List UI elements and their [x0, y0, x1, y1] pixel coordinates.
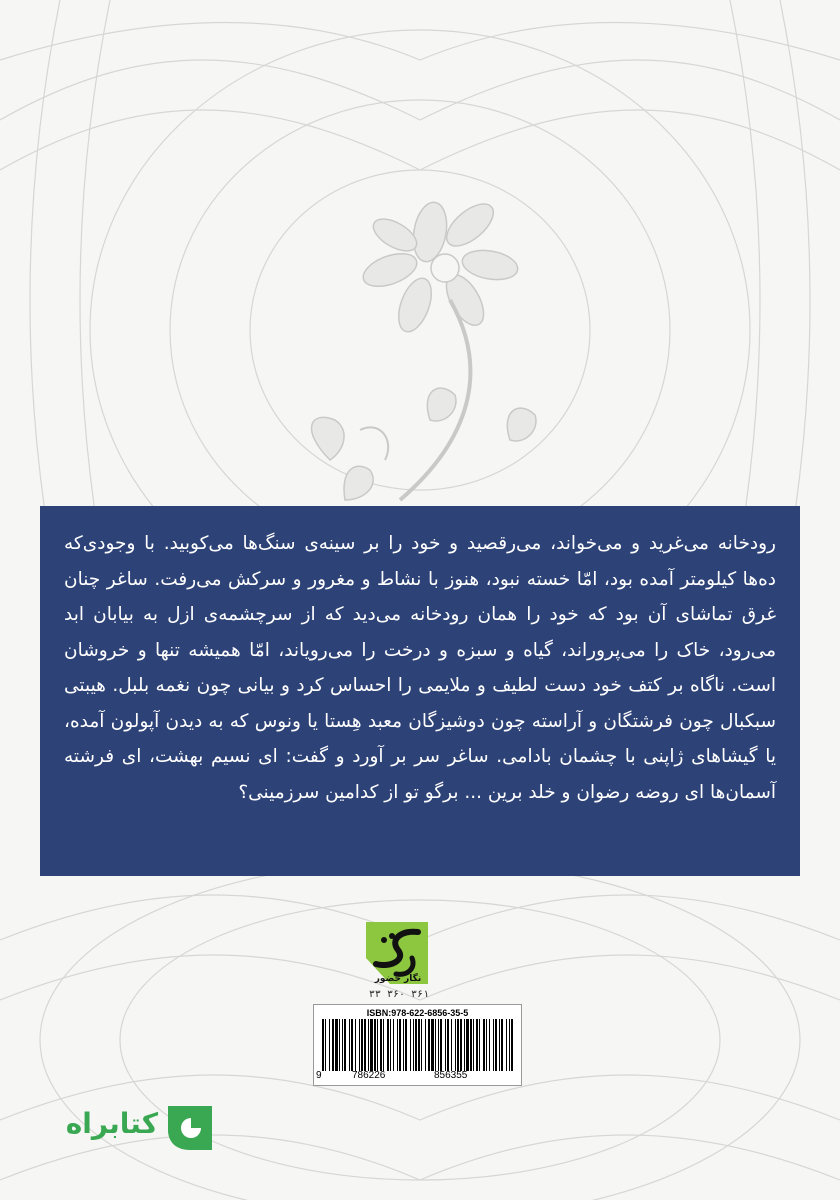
barcode-bar	[438, 1019, 439, 1071]
barcode-bar	[415, 1019, 417, 1071]
flower-illustration	[311, 196, 535, 500]
publisher-logo	[360, 918, 434, 988]
barcode-bar	[380, 1019, 382, 1071]
barcode-bar	[351, 1019, 353, 1071]
barcode-bar	[479, 1019, 480, 1071]
barcode-bar	[368, 1019, 369, 1071]
barcode-bar	[370, 1019, 373, 1071]
barcode-bar	[361, 1019, 363, 1071]
barcode-bar	[506, 1019, 507, 1071]
isbn-barcode	[313, 1004, 522, 1086]
barcode-bar	[425, 1019, 426, 1071]
barcode-bar	[440, 1019, 442, 1071]
barcode-digit-first: 9	[316, 1070, 322, 1081]
barcode-bar	[322, 1019, 324, 1071]
barcode-bar	[342, 1019, 343, 1071]
barcode-bars	[322, 1019, 513, 1071]
barcode-bar	[460, 1019, 462, 1071]
barcode-bar	[486, 1019, 487, 1071]
blurb-text: رودخانه می‌غرید و می‌خواند، می‌رقصید و خود را بر سینه‌ی سنگ‌ها می‌کوبید. با وجودی‌که ده‌ها کیلومتر آمده بود، امّا خسته نبود، هنوز با نشاط و مغرور و سرکش می‌رفت. ساغر چنان غرق تماشای آن بود که خود را همان رودخانه می‌دید که از سرچشمه‌ی ازل به بیابان ابد می‌رود، خاک را می‌پروراند، گیاه و سبزه و درخت را می‌رویاند، امّا همیشه تنها و خروشان است. ناگاه بر کتف خود دست لطیف و ملایمی را احساس کرد و بیانی چون نغمه بلبل. هیبتی سبکبال چون فرشتگان و آراسته چون دوشیزگان معبد هِستا یا ونوس که به دیدن آپولون آمده، یا گیشاهای ژاپنی با چشمان بادامی. ساغر سر بر آورد و گفت: ای نسیم بهشت، ای فرشته آسمان‌ها ای روضه رضوان و خلد برین ... برگو تو از کدامین سرزمینی؟	[64, 533, 776, 803]
barcode-bar	[359, 1019, 360, 1071]
barcode-bar	[374, 1019, 376, 1071]
barcode-bar	[383, 1019, 384, 1071]
barcode-bar	[344, 1019, 346, 1071]
barcode-bar	[428, 1019, 430, 1071]
isbn-label: ISBN:978-622-6856-35-5	[366, 1008, 469, 1018]
barcode-bar	[511, 1019, 513, 1071]
barcode-bar	[405, 1019, 407, 1071]
barcode-bar	[399, 1019, 401, 1071]
barcode-bar	[421, 1019, 422, 1071]
barcode-bar	[387, 1019, 389, 1071]
barcode-bar	[445, 1019, 446, 1071]
barcode-bar	[418, 1019, 420, 1071]
barcode-bar	[457, 1019, 459, 1071]
barcode-bar	[325, 1019, 326, 1071]
barcode-bar	[495, 1019, 497, 1071]
barcode-bar	[466, 1019, 469, 1071]
barcode-bar	[483, 1019, 485, 1071]
barcode-bar	[451, 1019, 452, 1071]
ketabrah-logo-text: کتابراه	[65, 1107, 158, 1140]
barcode-bar	[335, 1019, 338, 1071]
barcode-bar	[332, 1019, 334, 1071]
barcode-digit-right-group: 856355	[434, 1070, 468, 1081]
barcode-bar	[410, 1019, 411, 1071]
barcode-digit-left-group: 786226	[352, 1070, 386, 1081]
barcode-bar	[349, 1019, 350, 1071]
barcode-bar	[447, 1019, 449, 1071]
barcode-bar	[470, 1019, 472, 1071]
barcode-bar	[455, 1019, 456, 1071]
barcode-bar	[473, 1019, 474, 1071]
barcode-bar	[364, 1019, 366, 1071]
blurb-panel	[40, 506, 800, 876]
barcode-bar	[390, 1019, 391, 1071]
barcode-bar	[501, 1019, 503, 1071]
barcode-bar	[493, 1019, 494, 1071]
barcode-bar	[377, 1019, 378, 1071]
barcode-bar	[435, 1019, 436, 1071]
barcode-bar	[499, 1019, 500, 1071]
barcode-bar	[509, 1019, 510, 1071]
barcode-bar	[413, 1019, 414, 1071]
barcode-bar	[339, 1019, 340, 1071]
publisher-number: ۳۳ ۳۶۰ ۳۶۱	[368, 989, 430, 1000]
barcode-bar	[403, 1019, 404, 1071]
ketabrah-bookmark-icon	[168, 1106, 212, 1150]
barcode-bar	[489, 1019, 490, 1071]
barcode-bar	[431, 1019, 434, 1071]
barcode-bar	[393, 1019, 394, 1071]
barcode-bar	[329, 1019, 330, 1071]
barcode-bar	[397, 1019, 398, 1071]
barcode-bar	[476, 1019, 478, 1071]
barcode-bar	[355, 1019, 356, 1071]
barcode-bar	[464, 1019, 465, 1071]
publisher-logo-text: نگار حضور	[374, 974, 422, 984]
